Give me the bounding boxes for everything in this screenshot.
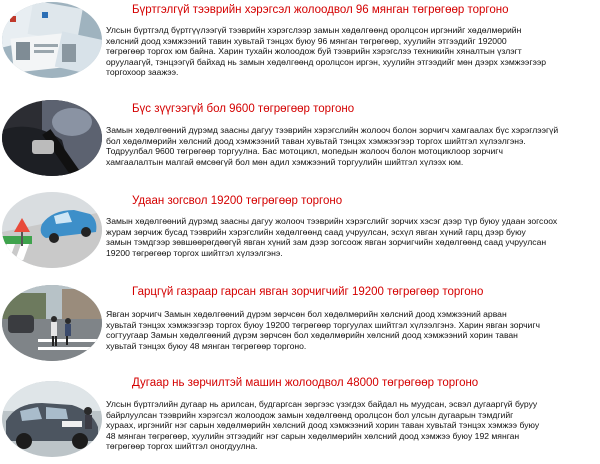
parked-car-crosswalk-image	[2, 192, 102, 268]
text-line: төгрөгөөр торгох шийтгэл оногдуулна.	[106, 441, 258, 452]
article-3-title: Удаан зогсвол 19200 төгрөгөөр торгоно	[132, 195, 343, 207]
text-line: хөлсний доод хэмжээний тавин хувьтай тэнцэх буюу 96 мянган төгрөгөөр, хуулийн этгээдийг 192000	[106, 35, 507, 46]
text-line: хувьтай тэнцэх буюу 48 мянган төгрөгөөр торгоно.	[106, 340, 307, 351]
article-3-text	[106, 216, 596, 258]
text-line: согтуугаар Замын хөдөлгөөний дүрэм зөрчсөн бол хөдөлмөрийн хөлсний доод хэмжээний хорин таван	[106, 330, 518, 341]
article-4-title: Гарцгүй газраар гарсан явган зорчигчийг 19200 төгрөгөөр торгоно	[132, 286, 484, 298]
article-1-text	[106, 25, 596, 78]
text-line: төгрөгөөр торгох юм байна. Харин тухайн жолоодож буй тээврийн хэрэгслээ техникийн хяналтын үзлэгт	[106, 46, 522, 57]
text-line: хувьтай тэнцэх хэмжээгээр торгох буюу 19200 төгрөгөөр торгуулах шийтгэл хүлээлгэнэ. Харин явган зорчигч	[106, 319, 540, 330]
pedestrians-street-image	[2, 285, 102, 361]
text-line: 19200 төгрөгөөр торгох шийтгэл хүлээлгэнэ.	[106, 247, 283, 258]
car-without-plate-image	[2, 381, 102, 457]
text-line: торгохоор заажээ.	[106, 67, 179, 78]
text-line: Улсын бүртгэлд бүртгүүлээгүй тээврийн хэрэгслээр замын хөдөлгөөнд оролцсон иргэнийг хөдөлмөрийн	[106, 25, 522, 35]
text-line: оруулаагүй, тэнцээгүй байхад нь замын хөдөлгөөнд оролцсон иргэн, хуулийн этгээдийг мөн дээрх хэмжээгээр	[106, 56, 547, 67]
text-line: Явган зорчигч Замын хөдөлгөөний дүрэм зөрчсөн бол хөдөлмөрийн хөлсний доод хэмжээний арван	[106, 309, 507, 319]
text-line: хамгаалалтын малгай өмсөөгүй бол мөн адил хэмжээний торгуулийн шийтгэл хүлээх юм.	[106, 156, 464, 167]
article-4-text	[106, 309, 596, 351]
driver-license-cards-image	[2, 2, 102, 78]
text-line: байрлуулсан тээврийн хэрэгсэл жолоодож замын хөдөлгөөнд оролцсон бол улсын дугаарын тэмдгийг	[106, 409, 514, 420]
text-line: бол хөдөлмөрийн хөлсний доод хэмжээний таван хувьтай тэнцэх хэмжээгээр торгох шийтгэл хүлээлгэнэ.	[106, 135, 526, 146]
text-line: Замын хөдөлгөөний дүрэмд заасны дагуу жолооч тээврийн хэрэгслийг зорчих хэсэг дээр түр буюу удаан зогсоох	[106, 216, 558, 226]
text-line: журам зөрчиж бусад тээврийн хэрэгслийн хөдөлгөөнд саад учруулсан, эсхүл явган хүний гарц дээр буюу	[106, 226, 526, 237]
seatbelt-image	[2, 100, 102, 176]
article-2-text	[106, 125, 596, 167]
article-5-text	[106, 399, 596, 452]
text-line: хураах, иргэнийг нэг сарын хөдөлмөрийн хөлсний доод хэмжээний хорин таван хувьтай тэнцэх хэмжээ буюу	[106, 420, 540, 431]
text-line: Замын хөдөлгөөний дүрэмд заасны дагуу тээврийн хэрэгслийн жолооч болон зорчигч хамгаалах бүс хэрэглээгүй	[106, 125, 559, 135]
article-5-title: Дугаар нь зөрчилтэй машин жолоодвол 48000 төгрөгөөр торгоно	[132, 377, 479, 389]
text-line: 48 мянган төгрөгөөр, хуулийн этгээдийг нэг сарын хөдөлмөрийн хөлсний доод хэмжээ буюу 192 мянган	[106, 430, 520, 441]
article-1-title: Бүртгэлгүй тээврийн хэрэгсэл жолоодвол 96 мянган төгрөгөөр торгоно	[132, 4, 509, 16]
text-line: Тодруулбал 9600 төгрөгөөр торгуулна. Бас мотоцикл, мопедын жолооч болон мотоциклоор зорчигч	[106, 146, 503, 157]
article-2-title: Бүс зүүгээгүй бол 9600 төгрөгөөр торгоно	[132, 103, 355, 115]
text-line: Улсын бүртгэлийн дугаар нь арилсан, будгаргсан зөргээс үзэгдэх байдал нь муудсан, эсвэл дугааргүй буруу	[106, 399, 538, 409]
text-line: замын тэмдгээр зөвшөөрөгдөөгүй явган хүний зам дээр зогсоож явган зорчигчийн хөдөлгөөнд саад учруулсан	[106, 237, 547, 248]
